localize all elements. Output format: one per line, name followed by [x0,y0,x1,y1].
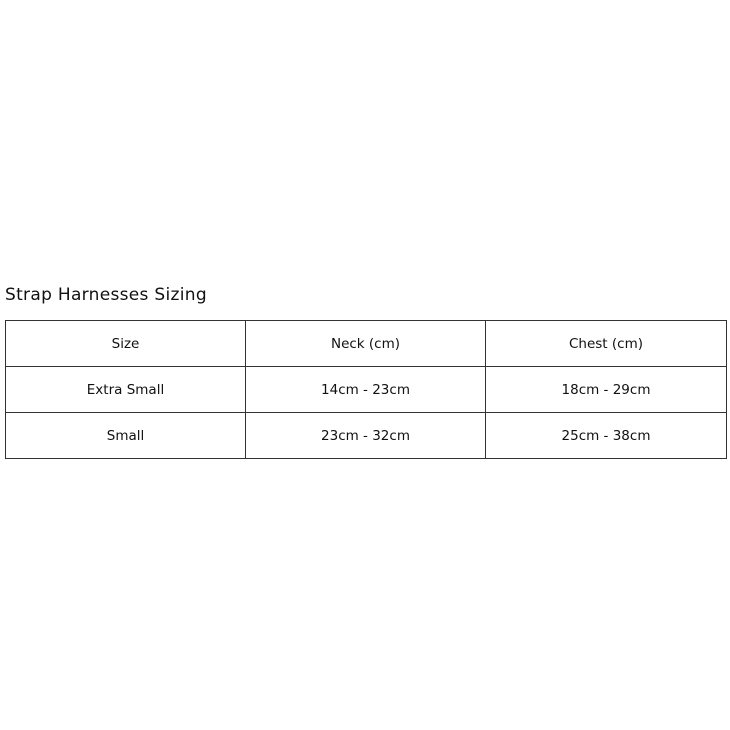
table-row [6,367,727,413]
cell-size: Extra Small [6,367,246,413]
header-size: Size [6,321,246,367]
header-neck: Neck (cm) [246,321,486,367]
sizing-table [5,320,727,459]
cell-size: Small [6,413,246,459]
table-header-row [6,321,727,367]
table-row [6,413,727,459]
header-chest: Chest (cm) [486,321,727,367]
page-title: Strap Harnesses Sizing [5,285,207,305]
cell-chest: 25cm - 38cm [486,413,727,459]
cell-chest: 18cm - 29cm [486,367,727,413]
cell-neck: 14cm - 23cm [246,367,486,413]
cell-neck: 23cm - 32cm [246,413,486,459]
